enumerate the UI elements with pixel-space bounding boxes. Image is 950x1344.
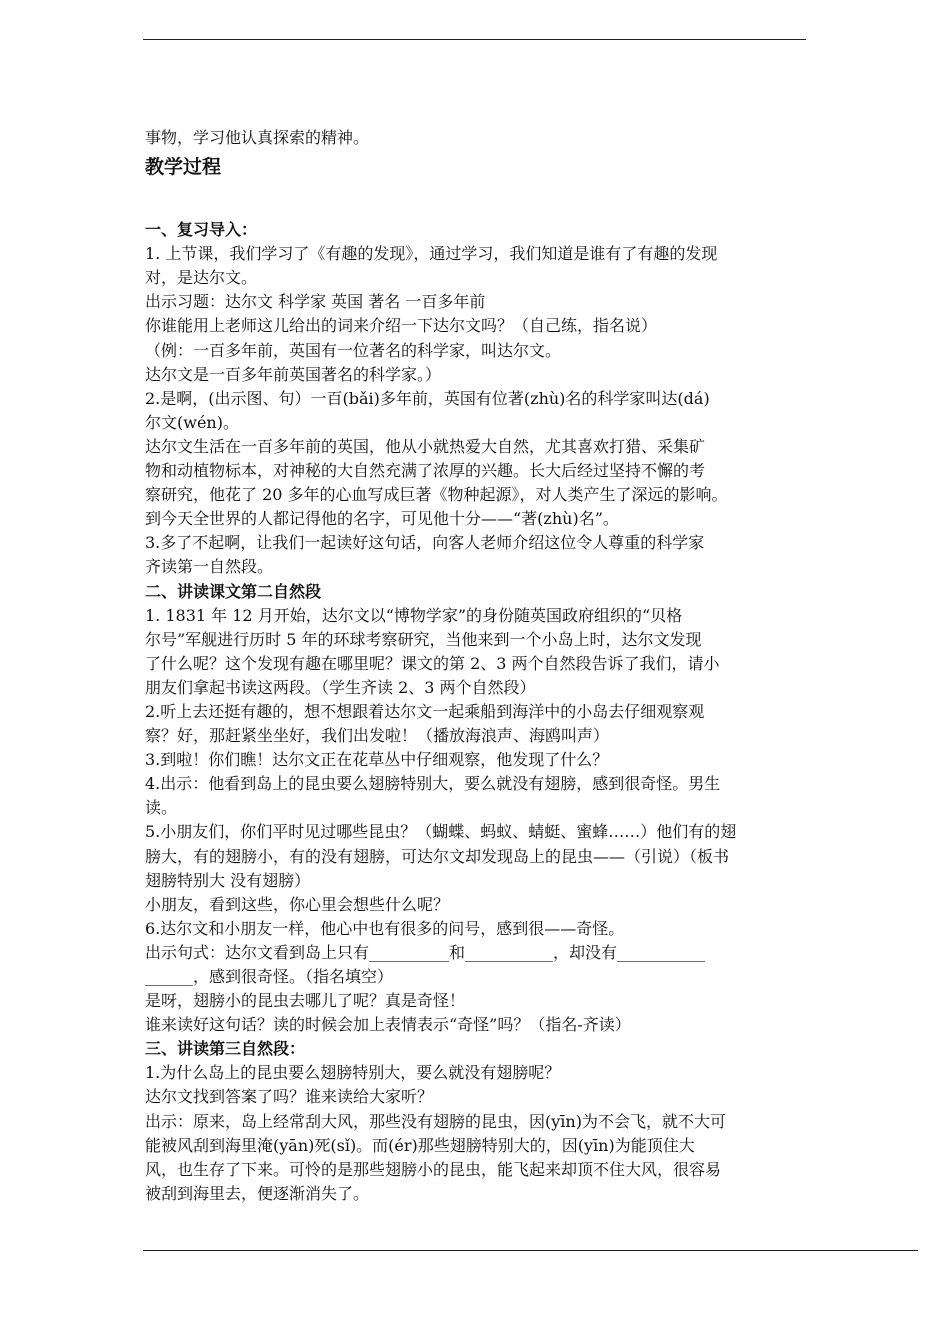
text-line: 风，也生存了下来。可怜的是那些翅膀小的昆虫，能飞起来却顶不住大风，很容易 [145, 1159, 722, 1179]
text-line: 事物，学习他认真探索的精神。 [145, 128, 370, 147]
text-line: 物和动植物标本，对神秘的大自然充满了浓厚的兴趣。长大后经过坚持不懈的考 [145, 461, 706, 481]
section-heading: 一、复习导入： [145, 220, 258, 240]
text-line: 察？好，那赶紧坐坐好，我们出发啦！（播放海浪声、海鸥叫声） [145, 726, 610, 746]
text-line: 察研究，他花了 20 多年的心血写成巨著《物种起源》，对人类产生了深远的影响。 [145, 485, 728, 505]
section-heading: 二、讲读课文第二自然段 [145, 581, 322, 601]
text-line: 你谁能用上老师这儿给出的词来介绍一下达尔文吗？（自己练，指名说） [145, 316, 658, 336]
text-line: 翅膀特别大 没有翅膀） [145, 870, 311, 890]
text-line: 出示句式：达尔文看到岛上只有__________和___________，却没有___________ [145, 942, 706, 962]
text-line: 能被风刮到海里淹(yān)死(sǐ)。而(ér)那些翅膀特别大的，因(yīn)为能顶住大 [145, 1135, 695, 1155]
text-line: 3.多了不起啊，让我们一起读好这句话，向客人老师介绍这位令人尊重的科学家 [145, 533, 705, 553]
text-line: 出示习题：达尔文 科学家 英国 著名 一百多年前 [145, 292, 486, 312]
text-line: 了什么呢？这个发现有趣在哪里呢？课文的第 2、3 两个自然段告诉了我们，请小 [145, 653, 720, 673]
text-line: 6.达尔文和小朋友一样，他心中也有很多的问号，感到很——奇怪。 [145, 918, 625, 938]
text-line: 达尔文找到答案了吗？谁来读给大家听？ [145, 1087, 434, 1107]
text-line: 膀大，有的翅膀小，有的没有翅膀，可达尔文却发现岛上的昆虫——（引说）（板书 [145, 846, 730, 866]
text-line: 达尔文生活在一百多年前的英国，他从小就热爱大自然，尤其喜欢打猎、采集矿 [145, 436, 706, 456]
text-line: 3.到啦！你们瞧！达尔文正在花草丛中仔细观察，他发现了什么？ [145, 750, 609, 770]
text-line: 是呀，翅膀小的昆虫去哪儿了呢？真是奇怪！ [145, 991, 466, 1011]
text-line: 达尔文是一百多年前英国著名的科学家。） [145, 364, 442, 384]
footer-rule [143, 1250, 918, 1251]
text-line: 谁来读好这句话？读的时候会加上表情表示“奇怪”吗？（指名-齐读） [145, 1015, 631, 1035]
section-heading: 三、讲读第三自然段： [145, 1039, 306, 1059]
text-line: 1.为什么岛上的昆虫要么翅膀特别大，要么就没有翅膀呢？ [145, 1063, 561, 1083]
text-line: 1. 上节课，我们学习了《有趣的发现》，通过学习，我们知道是谁有了有趣的发现 [145, 244, 718, 264]
text-line: （例：一百多年前，英国有一位著名的科学家，叫达尔文。 [145, 340, 562, 360]
text-line: 出示：原来，岛上经常刮大风，那些没有翅膀的昆虫，因(yīn)为不会飞，就不大可 [145, 1111, 726, 1131]
text-line: 4.出示：他看到岛上的昆虫要么翅膀特别大，要么就没有翅膀，感到很奇怪。男生 [145, 774, 721, 794]
text-line: 到今天全世界的人都记得他的名字，可见他十分——“著(zhù)名”。 [145, 509, 619, 529]
section-title: 教学过程 [145, 156, 222, 179]
text-line: 朋友们拿起书读这两段。（学生齐读 2、3 两个自然段） [145, 677, 536, 697]
text-line: 对，是达尔文。 [145, 268, 258, 288]
text-line: ______，感到很奇怪。（指名填空） [145, 967, 394, 986]
text-line: 齐读第一自然段。 [145, 557, 274, 577]
header-rule [143, 39, 806, 40]
text-line: 尔文(wén)。 [145, 412, 239, 432]
text-line: 尔号”军舰进行历时 5 年的环球考察研究，当他来到一个小岛上时，达尔文发现 [145, 629, 702, 649]
text-line: 5.小朋友们，你们平时见过哪些昆虫？（蝴蝶、蚂蚁、蜻蜓、蜜蜂……）他们有的翅 [145, 822, 737, 842]
text-line: 读。 [145, 798, 178, 818]
text-line: 小朋友，看到这些，你心里会想些什么呢？ [145, 894, 450, 914]
spacer [145, 188, 813, 218]
text-line: 2.听上去还挺有趣的，想不想跟着达尔文一起乘船到海洋中的小岛去仔细观察观 [145, 701, 705, 721]
text-line: 1. 1831 年 12 月开始，达尔文以“博物学家”的身份随英国政府组织的“贝格 [145, 605, 683, 625]
text-line: 2.是啊，(出示图、句）一百(bǎi)多年前，英国有位著(zhù)名的科学家叫达(dá) [145, 388, 710, 408]
document-body [145, 126, 813, 1206]
text-line: 被刮到海里去，便逐渐消失了。 [145, 1183, 370, 1203]
